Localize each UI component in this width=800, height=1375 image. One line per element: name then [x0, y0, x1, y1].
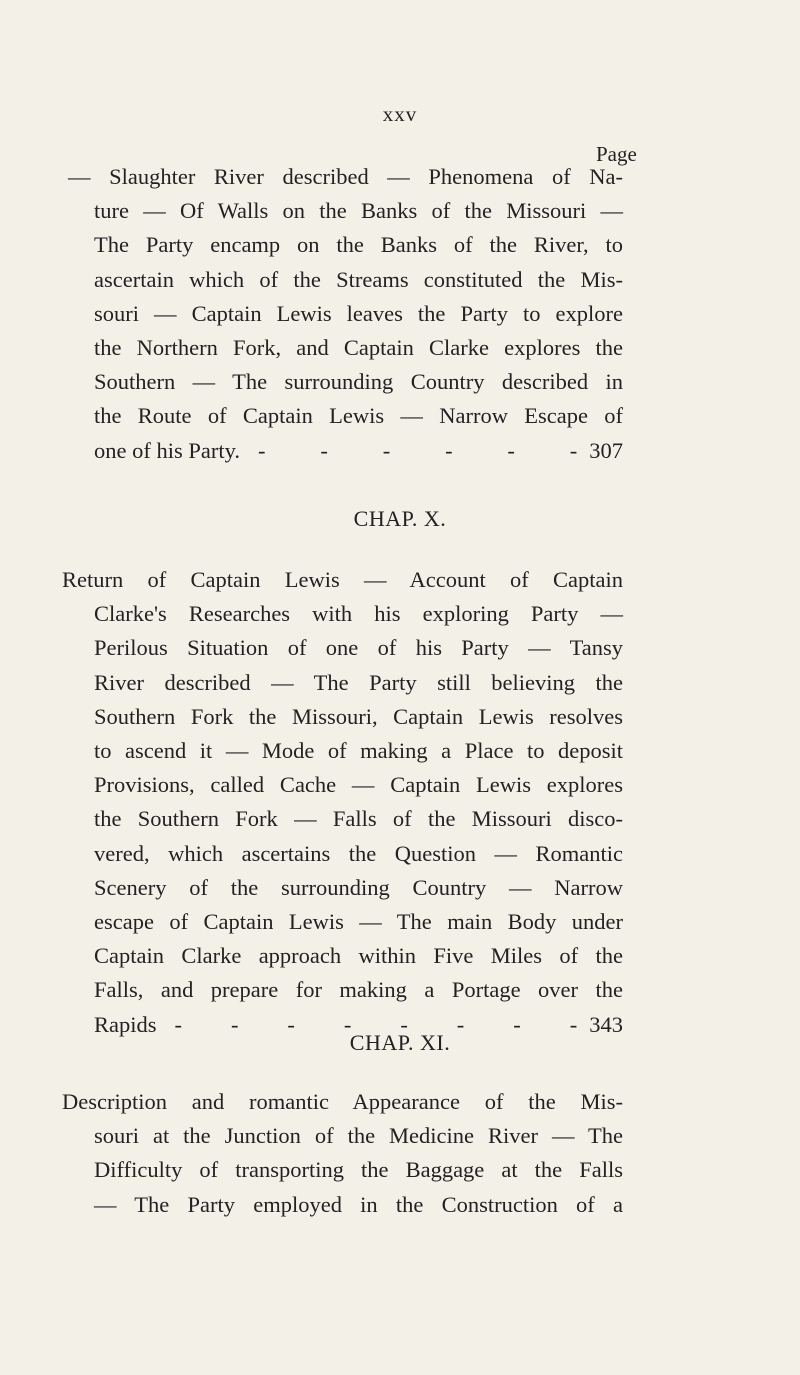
chapter-heading: CHAP. XI. [349, 1030, 451, 1055]
entry-line: River described — The Party still believing the [94, 669, 623, 695]
page-column-label: Page [596, 142, 637, 166]
entry-line: Southern Fork the Missouri, Captain Lewis resolves [94, 703, 623, 729]
entry-line: Provisions, called Cache — Captain Lewis explores [94, 772, 623, 798]
entry-line: the Route of Captain Lewis — Narrow Escape of [94, 403, 623, 429]
entry-line: souri — Captain Lewis leaves the Party to explore [94, 300, 623, 326]
entry-line: the Southern Fork — Falls of the Missouri disco- [94, 806, 623, 832]
entry-line: souri at the Junction of the Medicine River — The [94, 1123, 623, 1149]
entry-line: The Party encamp on the Banks of the River, to [94, 232, 623, 258]
entry-final-line [68, 434, 623, 468]
entry-line: Rapids [94, 1011, 157, 1037]
entry-line: one of his Party. [94, 437, 241, 463]
page-numeral: xxv [382, 102, 418, 126]
leader-dashes: - - - - - - [258, 437, 578, 463]
contents-entry-continued [68, 160, 623, 468]
entry-line: ascertain which of the Streams constituted the Mis- [94, 266, 623, 292]
entry-line: Perilous Situation of one of his Party — Tansy [94, 635, 623, 661]
page-number: 307 [589, 437, 623, 463]
entry-line: Difficulty of transporting the Baggage at the Falls [94, 1157, 623, 1183]
entry-line: ture — Of Walls on the Banks of the Missouri — [94, 198, 623, 224]
entry-line: Clarke's Researches with his exploring Party — [94, 601, 623, 627]
entry-line: Description and romantic Appearance of the Mis- [62, 1089, 623, 1114]
chapter-summary [62, 1085, 623, 1222]
leader-dashes: - - - - - - - - [174, 1011, 578, 1037]
entry-line: escape of Captain Lewis — The main Body under [94, 909, 623, 935]
page-number: 343 [589, 1011, 623, 1037]
chapter-heading: CHAP. X. [353, 506, 447, 531]
entry-line: — Slaughter River described — Phenomena of Na- [68, 164, 623, 189]
entry-line: Falls, and prepare for making a Portage over the [94, 977, 623, 1003]
entry-line: vered, which ascertains the Question — Romantic [94, 840, 623, 866]
entry-line: — The Party employed in the Construction of a [94, 1191, 623, 1217]
entry-line: to ascend it — Mode of making a Place to deposit [94, 738, 623, 764]
entry-line: Return of Captain Lewis — Account of Captain [62, 567, 623, 592]
chapter-summary [62, 563, 623, 1042]
entry-line: the Northern Fork, and Captain Clarke explores the [94, 335, 623, 361]
entry-line: Southern — The surrounding Country described in [94, 369, 623, 395]
entry-line: Captain Clarke approach within Five Miles of the [94, 943, 623, 969]
entry-line: Scenery of the surrounding Country — Narrow [94, 874, 623, 900]
